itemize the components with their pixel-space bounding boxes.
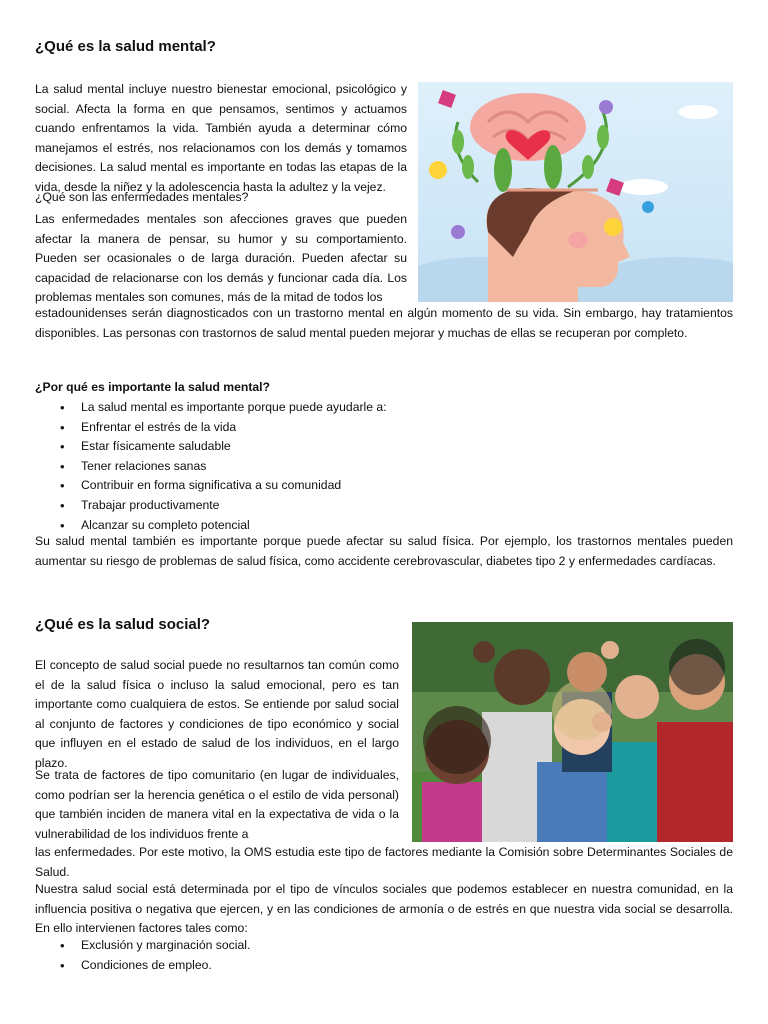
physical-health-paragraph: Su salud mental también es importante porque puede afectar su salud física. Por ejemplo, los trastornos mentales pueden aumentar su riesgo de problemas de salud física, como accidente cerebrovascular, diabetes tipo 2 y enfermedades cardíacas. <box>35 534 733 568</box>
social-factors-bullet-list <box>35 936 250 975</box>
list-item: • Exclusión y marginación social. <box>35 936 250 956</box>
section-title-mental: ¿Qué es la salud mental? <box>35 38 216 55</box>
list-item: • La salud mental es importante porque puede ayudarle a: <box>35 398 387 418</box>
social-factors-paragraph-wrap: Se trata de factores de tipo comunitario (en lugar de individuales, como podrían ser la herencia genética o el estilo de vida personal) que también inciden de manera vital en la expectativa de vida o la vulnerabilidad de los individuos frente a <box>35 768 399 841</box>
social-factors-paragraph-full: las enfermedades. Por este motivo, la OMS estudia este tipo de factores mediante la Comisión sobre Determinantes Sociales de Salud. <box>35 845 733 879</box>
mental-intro-paragraph: La salud mental incluye nuestro bienestar emocional, psicológico y social. Afecta la forma en que pensamos, sentimos y actuamos cuando enfrentamos la vida. También ayuda a determinar cómo manejamos el estrés, nos relacionamos con los demás y tomamos decisiones. La salud mental es importante en todas las etapas de la vida, desde la niñez y la adolescencia hasta la adultez y la vejez. <box>35 82 407 194</box>
group-photo <box>412 622 733 842</box>
list-item: • Alcanzar su completo potencial <box>35 516 387 536</box>
list-item: • Trabajar productivamente <box>35 496 387 516</box>
importance-bullet-list <box>35 398 387 535</box>
question-importante: ¿Por qué es importante la salud mental? <box>35 380 270 394</box>
list-item: • Contribuir en forma significativa a su comunidad <box>35 476 387 496</box>
list-item: • Enfrentar el estrés de la vida <box>35 418 387 438</box>
question-enfermedades: ¿Qué son las enfermedades mentales? <box>35 190 249 204</box>
enfermedades-paragraph-wrap: Las enfermedades mentales son afecciones graves que pueden afectar la manera de pensar, su humor y su comportamiento. Pueden ser ocasionales o de larga duración. Pueden afectar su capacidad de relacionarse con los demás y funcionar cada día. Los problemas mentales son comunes, más de la mitad de todos los <box>35 212 407 305</box>
enfermedades-paragraph-full: estadounidenses serán diagnosticados con un trastorno mental en algún momento de su vida. Sin embargo, hay tratamientos disponibles. Las personas con trastornos de salud mental pueden mejorar y muchas de ellas se recuperan por completo. <box>35 306 733 340</box>
list-item: • Estar físicamente saludable <box>35 437 387 457</box>
section-title-social: ¿Qué es la salud social? <box>35 616 211 633</box>
social-bonds-paragraph: Nuestra salud social está determinada por el tipo de vínculos sociales que podemos establecer en nuestra comunidad, en la influencia positiva o negativa que ejercen, y en las condiciones de armonía o de estrés en que nuestra vida social se desarrolla. En ello intervienen factores tales como: <box>35 882 733 936</box>
social-intro-paragraph: El concepto de salud social puede no resultarnos tan común como el de la salud física o incluso la salud emocional, pero es tan importante como cualquiera de estos. Se entiende por salud social al conjunto de factores y condiciones de tipo económico y social que influyen en el estado de salud de los individuos, en el largo plazo. <box>35 658 399 770</box>
list-item: • Condiciones de empleo. <box>35 956 250 976</box>
mental-health-illustration <box>418 82 733 302</box>
list-item: • Tener relaciones sanas <box>35 457 387 477</box>
